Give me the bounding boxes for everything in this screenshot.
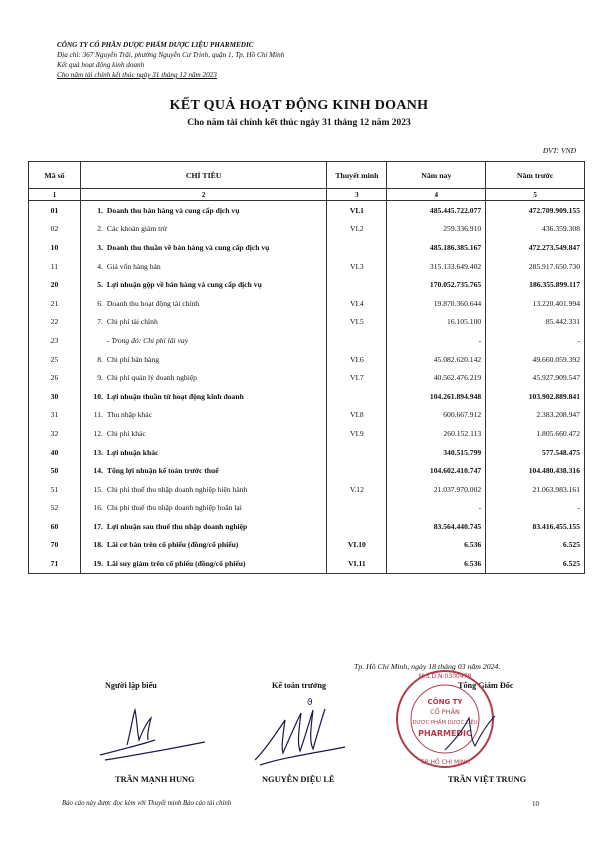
row-note: VI.9 [327, 424, 387, 443]
table-row [29, 424, 585, 443]
row-current-year: 6.536 [387, 536, 486, 555]
row-code: 71 [29, 554, 81, 573]
table-row [29, 331, 585, 350]
table-row [29, 461, 585, 480]
row-code: 20 [29, 275, 81, 294]
row-item [80, 461, 326, 480]
row-code: 25 [29, 350, 81, 369]
row-code: 60 [29, 517, 81, 536]
row-label: Lợi nhuận thuần từ hoạt động kinh doanh [106, 391, 244, 401]
row-previous-year: 6.525 [486, 554, 585, 573]
accountant-name: NGUYỄN DIỆU LÊ [262, 775, 335, 784]
director-signature-icon [435, 700, 515, 760]
row-current-year: 170.052.735.765 [387, 275, 486, 294]
row-current-year: 83.564.440.745 [387, 517, 486, 536]
table-row [29, 536, 585, 555]
row-number: 7. [97, 317, 103, 327]
row-current-year: 40.562.476.219 [387, 368, 486, 387]
row-number: 19. [93, 559, 103, 569]
row-code: 51 [29, 480, 81, 499]
header-current-year: Năm nay [387, 162, 486, 189]
row-code: 70 [29, 536, 81, 555]
table-row [29, 220, 585, 239]
row-item [80, 313, 326, 332]
table-row [29, 294, 585, 313]
header-previous-year: Năm trước [486, 162, 585, 189]
row-label: - Trong đó: Chi phí lãi vay [106, 335, 189, 345]
row-item [80, 554, 326, 573]
index-cell: 5 [486, 189, 585, 201]
row-note [327, 461, 387, 480]
header-item: CHỈ TIÊU [80, 162, 326, 189]
row-previous-year: - [486, 499, 585, 518]
row-number: 15. [93, 484, 103, 494]
index-cell: 4 [387, 189, 486, 201]
row-current-year: 485.186.385.167 [387, 238, 486, 257]
row-note [327, 443, 387, 462]
row-number: 3. [97, 242, 103, 252]
row-item [80, 350, 326, 369]
table-row [29, 517, 585, 536]
accountant-signature-icon [245, 695, 355, 770]
row-current-year: 340.515.799 [387, 443, 486, 462]
row-code: 26 [29, 368, 81, 387]
row-note: VI.4 [327, 294, 387, 313]
row-previous-year: 85.442.331 [486, 313, 585, 332]
column-index-row [29, 189, 585, 201]
row-code: 01 [29, 201, 81, 220]
row-note: VI.10 [327, 536, 387, 555]
row-current-year: 21.037.970.002 [387, 480, 486, 499]
row-current-year: 6.536 [387, 554, 486, 573]
table-row [29, 387, 585, 406]
row-code: 50 [29, 461, 81, 480]
row-number: 11. [93, 410, 103, 420]
row-previous-year: 436.359.308 [486, 220, 585, 239]
row-note: VI.8 [327, 406, 387, 425]
row-label: Lợi nhuận khác [106, 447, 159, 457]
company-name: CÔNG TY CỔ PHẦN DƯỢC PHẨM DƯỢC LIỆU PHARMEDIC [57, 41, 254, 49]
svg-text:M.S.D.N:0300478: M.S.D.N:0300478 [418, 673, 472, 680]
preparer-signature-icon [95, 700, 215, 770]
row-label: Chi phí quản lý doanh nghiệp [106, 373, 197, 383]
row-previous-year: 577.548.475 [486, 443, 585, 462]
row-label: Giá vốn hàng bán [106, 261, 161, 271]
row-note: VI.6 [327, 350, 387, 369]
svg-text:DƯỢC PHẨM DƯỢC LIỆU: DƯỢC PHẨM DƯỢC LIỆU [412, 720, 478, 726]
row-previous-year: 83.416.455.155 [486, 517, 585, 536]
row-item [80, 499, 326, 518]
table-row [29, 350, 585, 369]
table-row [29, 257, 585, 276]
row-number: 5. [97, 280, 103, 290]
row-previous-year: 103.902.889.841 [486, 387, 585, 406]
row-number: 10. [93, 391, 103, 401]
header-code: Mã số [29, 162, 81, 189]
row-number: 6. [97, 298, 103, 308]
row-item [80, 201, 326, 220]
row-label: Lãi suy giảm trên cổ phiếu (đồng/cổ phiếu) [106, 559, 246, 569]
row-previous-year: 2.383.208.947 [486, 406, 585, 425]
row-current-year: 600.667.912 [387, 406, 486, 425]
page-subtitle: Cho năm tài chính kết thúc ngày 31 tháng 12 năm 2023 [187, 118, 411, 128]
row-number: 8. [97, 354, 103, 364]
row-label: Lợi nhuận sau thuế thu nhập doanh nghiệp [106, 521, 248, 531]
svg-text:ϑ: ϑ [307, 698, 313, 708]
index-cell: 2 [80, 189, 326, 201]
row-previous-year: 104.480.438.316 [486, 461, 585, 480]
document-header [57, 40, 284, 80]
table-row [29, 368, 585, 387]
index-cell: 3 [327, 189, 387, 201]
row-code: 40 [29, 443, 81, 462]
row-label: Lợi nhuận gộp về bán hàng và cung cấp dịch vụ [106, 280, 262, 290]
row-item [80, 238, 326, 257]
row-number: 18. [93, 540, 103, 550]
row-item [80, 368, 326, 387]
svg-text:CÔNG TY: CÔNG TY [427, 698, 463, 706]
row-note: VI.11 [327, 554, 387, 573]
row-code: 11 [29, 257, 81, 276]
row-previous-year: 285.917.650.730 [486, 257, 585, 276]
row-previous-year: 1.805.660.472 [486, 424, 585, 443]
svg-text:CỔ PHẦN: CỔ PHẦN [430, 708, 460, 716]
row-code: 22 [29, 313, 81, 332]
row-note: VI.7 [327, 368, 387, 387]
row-current-year: 104.261.894.948 [387, 387, 486, 406]
row-previous-year: 186.355.899.117 [486, 275, 585, 294]
row-label: Chi phí tài chính [106, 317, 158, 327]
row-previous-year: 472.273.549.847 [486, 238, 585, 257]
table-row [29, 554, 585, 573]
row-label: Thu nhập khác [106, 410, 153, 420]
table-row [29, 406, 585, 425]
row-item [80, 424, 326, 443]
page-title: KẾT QUẢ HOẠT ĐỘNG KINH DOANH [169, 98, 429, 113]
row-label: Doanh thu thuần về bán hàng và cung cấp dịch vụ [106, 242, 270, 252]
row-code: 02 [29, 220, 81, 239]
row-code: 30 [29, 387, 81, 406]
row-item [80, 443, 326, 462]
row-current-year: 19.870.360.644 [387, 294, 486, 313]
row-item [80, 536, 326, 555]
table-row [29, 499, 585, 518]
row-note [327, 387, 387, 406]
row-current-year: 260.152.113 [387, 424, 486, 443]
table-row [29, 275, 585, 294]
row-note [327, 275, 387, 294]
row-note: VI.5 [327, 313, 387, 332]
footer-note: Báo cáo này được đọc kèm với Thuyết minh Báo cáo tài chính [62, 800, 232, 807]
row-previous-year: 21.063.983.161 [486, 480, 585, 499]
row-code: 10 [29, 238, 81, 257]
row-current-year: 45.082.620.142 [387, 350, 486, 369]
row-item [80, 294, 326, 313]
row-current-year: 104.602.410.747 [387, 461, 486, 480]
row-item [80, 517, 326, 536]
table-row [29, 443, 585, 462]
row-item [80, 220, 326, 239]
row-previous-year: 472.709.909.155 [486, 201, 585, 220]
row-label: Doanh thu hoạt động tài chính [106, 298, 200, 308]
row-label: Chi phí khác [106, 428, 146, 438]
row-note [327, 331, 387, 350]
place-date: Tp. Hồ Chí Minh, ngày 18 tháng 03 năm 2024. [354, 662, 501, 671]
row-number: 16. [93, 503, 103, 513]
row-note: VI.1 [327, 201, 387, 220]
row-item [80, 406, 326, 425]
row-previous-year: 13.220.401.994 [486, 294, 585, 313]
index-cell: 1 [29, 189, 81, 201]
row-code: 52 [29, 499, 81, 518]
row-number: 4. [97, 261, 103, 271]
report-period: Cho năm tài chính kết thúc ngày 31 tháng 12 năm 2023 [57, 71, 217, 79]
row-note: VI.2 [327, 220, 387, 239]
row-item [80, 480, 326, 499]
row-item [80, 331, 326, 350]
row-code: 31 [29, 406, 81, 425]
preparer-name: TRẦN MẠNH HUNG [115, 775, 195, 784]
row-previous-year: 45.927.909.547 [486, 368, 585, 387]
row-note [327, 517, 387, 536]
row-previous-year: 6.525 [486, 536, 585, 555]
svg-text:PHARMEDIC: PHARMEDIC [418, 729, 472, 738]
row-previous-year: - [486, 331, 585, 350]
row-current-year: 485.445.722.077 [387, 201, 486, 220]
preparer-role: Người lập biểu [105, 681, 157, 690]
table-header-row [29, 162, 585, 189]
row-label: Các khoản giảm trừ [106, 224, 167, 234]
row-number: 17. [93, 521, 103, 531]
row-number: 12. [93, 428, 103, 438]
report-name: Kết quả hoạt động kinh doanh [57, 61, 145, 69]
page-number: 10 [532, 800, 539, 808]
row-label: Lãi cơ bản trên cổ phiếu (đồng/cổ phiếu) [106, 540, 239, 550]
table-row [29, 238, 585, 257]
accountant-role: Kế toán trưởng [272, 681, 327, 690]
table-row [29, 313, 585, 332]
company-address: Địa chỉ: 367 Nguyễn Trãi, phường Nguyễn Cư Trinh, quận 1, Tp. Hồ Chí Minh [57, 51, 285, 59]
row-note [327, 238, 387, 257]
row-previous-year: 49.660.059.392 [486, 350, 585, 369]
row-label: Chi phí thuế thu nhập doanh nghiệp hoãn lại [106, 503, 242, 513]
row-note: V.12 [327, 480, 387, 499]
row-label: Tổng lợi nhuận kế toán trước thuế [106, 466, 219, 476]
header-note: Thuyết minh [327, 162, 387, 189]
row-note: VI.3 [327, 257, 387, 276]
director-name: TRẦN VIỆT TRUNG [448, 775, 527, 784]
income-statement-table [28, 161, 585, 574]
row-code: 32 [29, 424, 81, 443]
row-label: Chi phí bán hàng [106, 354, 160, 364]
row-current-year: - [387, 331, 486, 350]
row-label: Doanh thu bán hàng và cung cấp dịch vụ [106, 205, 240, 215]
row-current-year: 259.336.910 [387, 220, 486, 239]
row-current-year: 315.133.649.402 [387, 257, 486, 276]
row-code: 21 [29, 294, 81, 313]
row-note [327, 499, 387, 518]
row-item [80, 387, 326, 406]
row-code: 23 [29, 331, 81, 350]
table-row [29, 201, 585, 220]
row-number: 1. [97, 205, 103, 215]
director-role: Tổng Giám Đốc [458, 681, 514, 690]
table-row [29, 480, 585, 499]
currency-unit: ĐVT: VNĐ [542, 146, 576, 155]
row-number: 13. [93, 447, 103, 457]
row-item [80, 257, 326, 276]
row-number: 2. [97, 224, 103, 234]
row-current-year: - [387, 499, 486, 518]
row-item [80, 275, 326, 294]
svg-text:T.P HỒ CHÍ MINH: T.P HỒ CHÍ MINH [420, 759, 470, 766]
row-current-year: 16.105.100 [387, 313, 486, 332]
row-number: 9. [97, 373, 103, 383]
row-label: Chi phí thuế thu nhập doanh nghiệp hiện hành [106, 484, 248, 494]
row-number: 14. [93, 466, 103, 476]
